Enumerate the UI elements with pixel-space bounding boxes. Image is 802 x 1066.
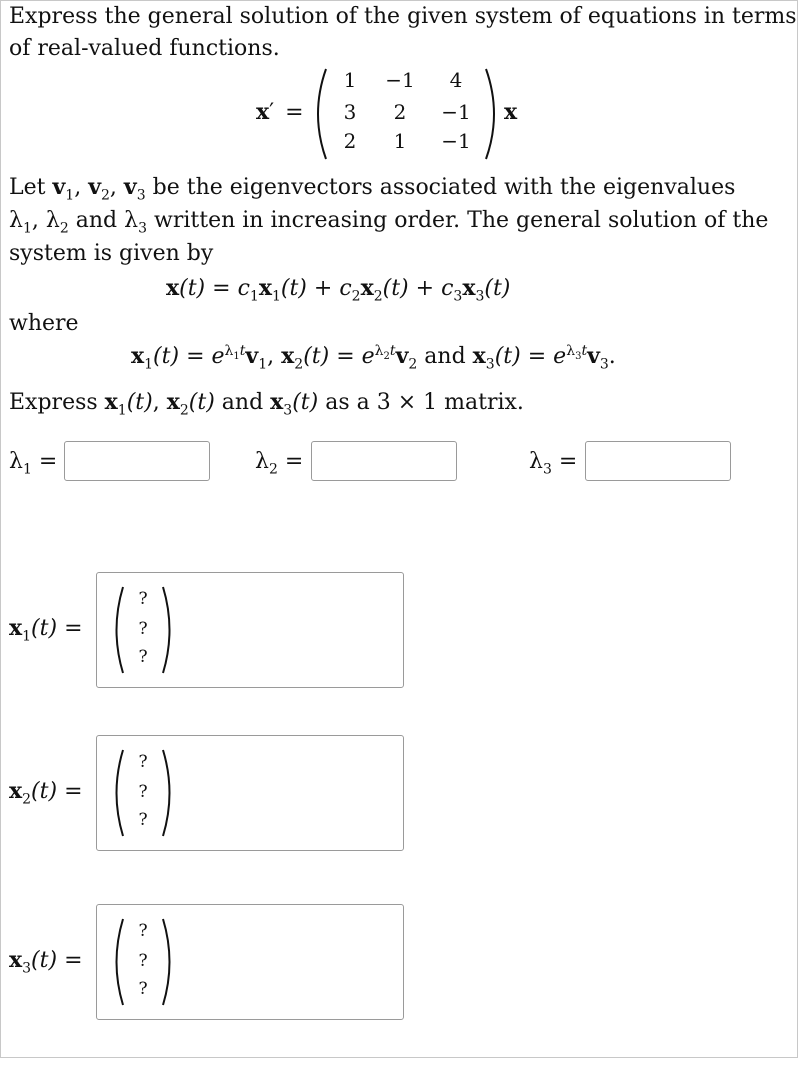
lambda2-label: $\lambda_2$ = — [255, 449, 304, 478]
general-solution-equation: $x(t) = c_1x_1(t) + c_2x_2(t) + c_3x_3(t)$ — [166, 275, 511, 305]
x2-entry-2[interactable]: ? — [138, 782, 148, 802]
para-line-2: $\lambda_1$, $\lambda_2$ and $\lambda_3$ written in increasing order. The general solution of the — [9, 208, 769, 237]
matrix-cell: 4 — [449, 68, 463, 92]
x1-entry-3[interactable]: ? — [138, 647, 148, 667]
matrix-cell: 2 — [343, 129, 357, 153]
matrix-cell: 1 — [343, 68, 357, 92]
matrix-cell: −1 — [441, 129, 471, 153]
x3-entry-1[interactable]: ? — [138, 921, 148, 941]
where-label: where — [9, 311, 79, 336]
para-line-1: Let $v_1$, $v_2$, $v_3$ be the eigenvectors associated with the eigenvalues — [9, 174, 736, 204]
intro-line-1: Express the general solution of the given system of equations in terms — [9, 4, 797, 29]
x2-vector-input[interactable] — [96, 735, 404, 851]
x3-entry-3[interactable]: ? — [138, 979, 148, 999]
matrix-cell: −1 — [385, 68, 415, 92]
x2-entry-1[interactable]: ? — [138, 752, 148, 772]
x2-entry-3[interactable]: ? — [138, 810, 148, 830]
x3-entry-2[interactable]: ? — [138, 951, 148, 971]
x3-label: $x_3(t)$ = — [9, 947, 83, 977]
x1-label: $x_1(t)$ = — [9, 615, 83, 645]
system-rhs-vector: x — [504, 99, 518, 125]
coefficient-matrix — [312, 66, 512, 162]
intro-line-2: of real-valued functions. — [9, 36, 280, 61]
solution-definitions: $x_1(t) = e^{\lambda_1t}v_1$, $x_2(t) = e^{\lambda_2t}v_2$ and $x_3(t) = e^{\lambda_3t}v_3$. — [131, 342, 616, 373]
matrix-cell: −1 — [441, 100, 471, 124]
lambda3-label: $\lambda_3$ = — [529, 449, 578, 478]
lambda3-input[interactable] — [585, 441, 731, 481]
x1-entry-2[interactable]: ? — [138, 619, 148, 639]
lambda2-input[interactable] — [311, 441, 457, 481]
x1-entry-1[interactable]: ? — [138, 589, 148, 609]
matrix-cell: 2 — [393, 100, 407, 124]
system-lhs: x′ = — [256, 99, 304, 125]
x1-vector-input[interactable] — [96, 572, 404, 688]
lambda1-label: $\lambda_1$ = — [9, 449, 58, 478]
express-instruction: Express $x_1(t)$, $x_2(t)$ and $x_3(t)$ as a 3 × 1 matrix. — [9, 389, 524, 419]
x3-vector-input[interactable] — [96, 904, 404, 1020]
para-line-3: system is given by — [9, 241, 214, 266]
x2-label: $x_2(t)$ = — [9, 778, 83, 808]
lambda1-input[interactable] — [64, 441, 210, 481]
matrix-cell: 1 — [393, 129, 407, 153]
matrix-cell: 3 — [343, 100, 357, 124]
